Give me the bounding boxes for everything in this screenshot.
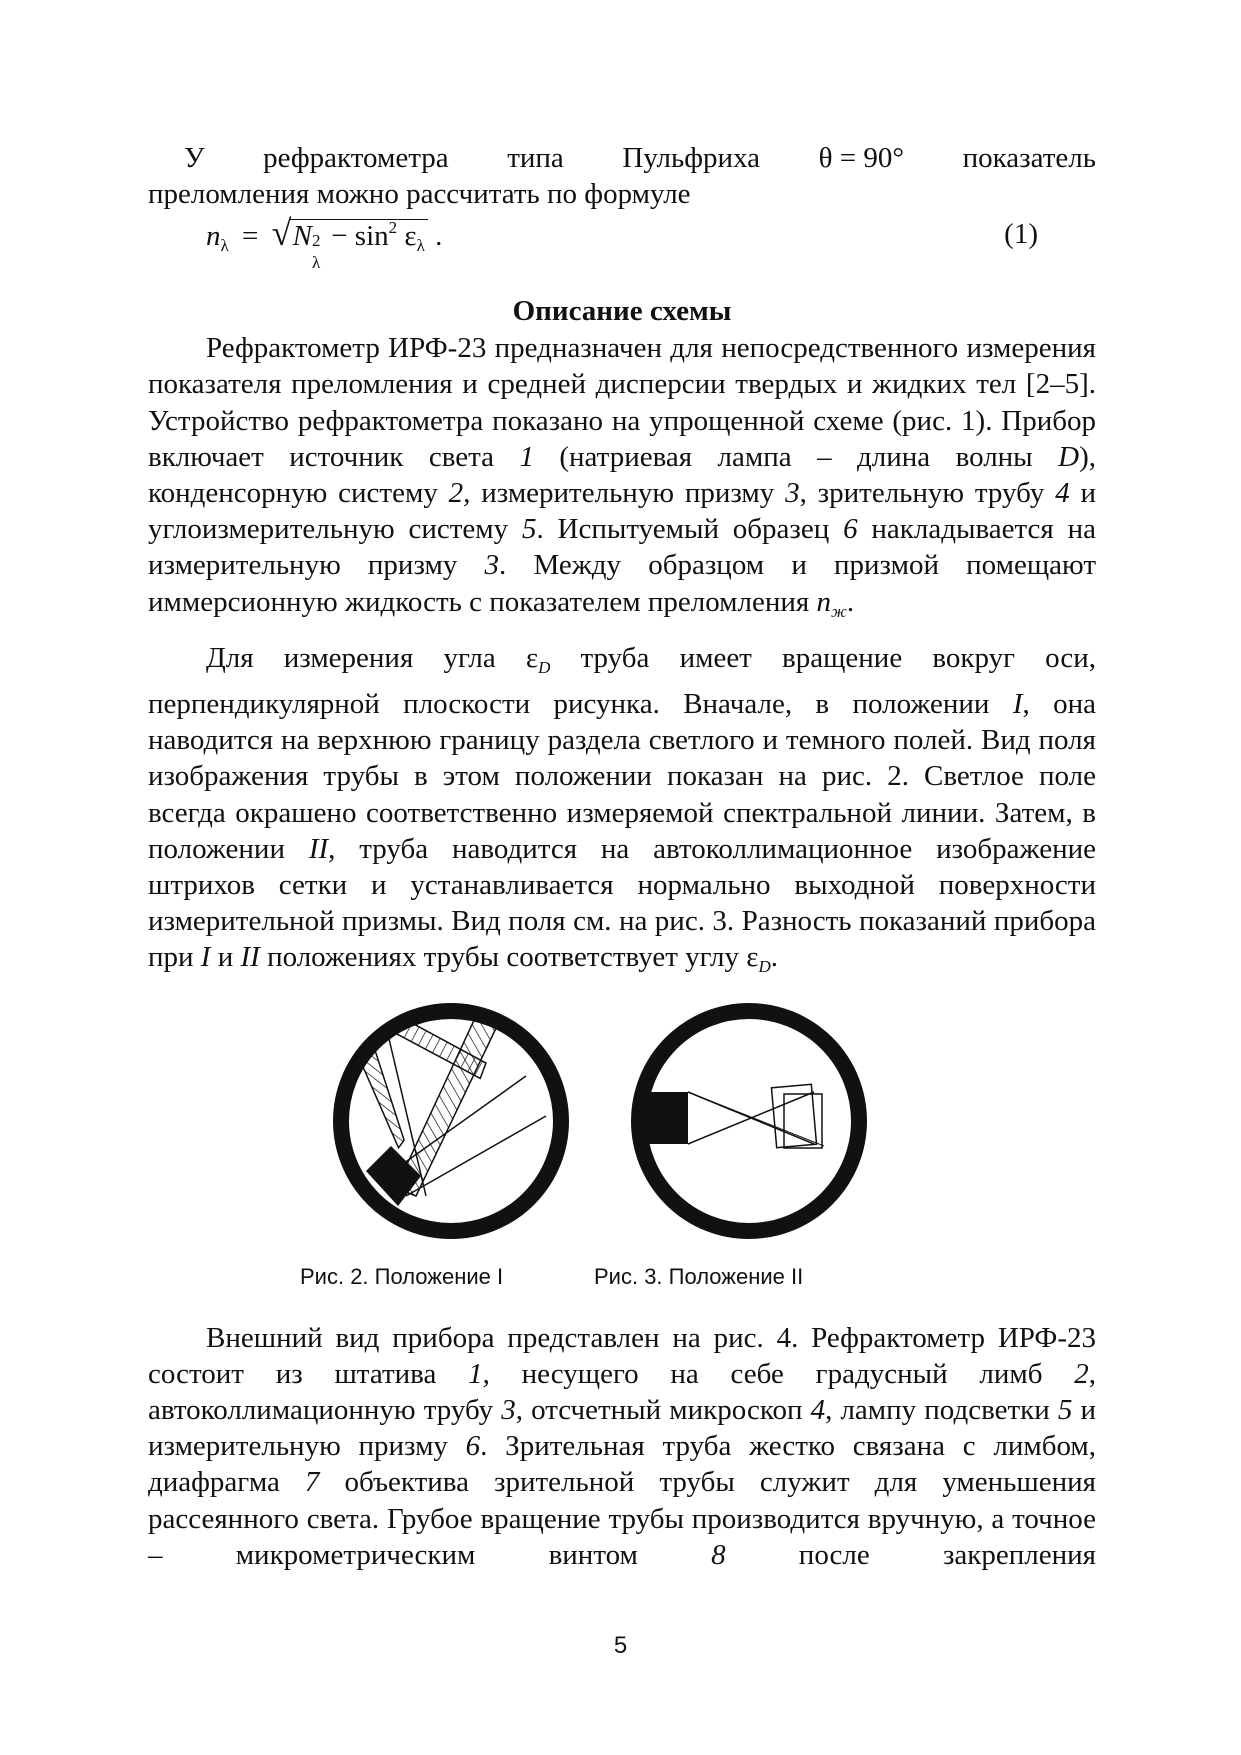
- figure-3: [624, 996, 874, 1246]
- intro-word: показатель: [962, 142, 1096, 174]
- intro-word: Пульфриха: [622, 142, 761, 174]
- intro-line1: [148, 140, 1096, 176]
- sqrt-symbol: √ N 2 λ − $\sin^2 \varepsilon_\lambda$: [272, 218, 428, 256]
- page-number: 5: [613, 1632, 628, 1659]
- formula-expression: $n_\lambda$ = √ N 2 λ − $\sin^2 \varepsilon_\lambda$ .: [206, 213, 443, 273]
- intro-word: рефрактометра: [263, 142, 449, 174]
- paragraph-2: Для измерения угла $\varepsilon_D$ труба имеет вращение вокруг оси, перпендикулярной плоскости рисунка. Вначале, в положении I, она наводится на верхнюю границу раздела светлого и темного полей. Вид поля изображения трубы в этом положении показан на рис. 2. Светлое поле всегда окрашено соответственно измеряемой спектральной линии. Затем, в положении II, труба наводится на автоколлимационное изображение штрихов сетки и устанавливается нормально выходной поверхности измерительной призмы. Вид поля см. на рис. 3. Разность показаний прибора при I и II положениях трубы соответствует углу $\varepsilon_D$.: [148, 641, 1096, 977]
- intro-word: типа: [507, 142, 564, 174]
- paragraph-3: Внешний вид прибора представлен на рис. 4. Рефрактометр ИРФ-23 состоит из штатива 1, несущего на себе градусный лимб 2, автоколлимационную трубу 3, отсчетный микроскоп 4, лампу подсветки 5 и измерительную призму 6. Зрительная труба жестко связана с лимбом, диафрагма 7 объектива зрительной трубы служит для уменьшения рассеянного света. Грубое вращение трубы производится вручную, а точное – микрометрическим винтом 8 после закрепления: [148, 1321, 1097, 1571]
- formula-1: [148, 212, 1096, 273]
- intro-word: θ = 90°: [818, 142, 904, 174]
- paragraph-1: Рефрактометр ИРФ-23 предназначен для непосредственного измерения показателя преломления и средней дисперсии твердых и жидких тел [2–5]. Устройство рефрактометра показано на упрощенной схеме (рис. 1). Прибор включает источник света 1 (натриевая лампа – длина волны D), конденсорную систему 2, измерительную призму 3, зрительную трубу 4 и углоизмерительную систему 5. Испытуемый образец 6 накладывается на измерительную призму 3. Между образцом и призмой помещают иммерсионную жидкость с показателем преломления $n_ж$.: [148, 332, 1097, 621]
- figure-3-drawing: [624, 996, 874, 1246]
- section-heading: Описание схемы: [512, 295, 732, 328]
- figure-2-drawing: [326, 996, 576, 1246]
- page-content: [148, 140, 1096, 1573]
- figure-2-caption: Рис. 2. Положение I: [300, 1263, 504, 1289]
- figure-2: [326, 996, 576, 1246]
- intro-word: У: [184, 142, 205, 174]
- intro-line2: преломления можно рассчитать по формуле: [148, 178, 691, 210]
- figures-row: [148, 996, 1096, 1306]
- formula-number: (1): [1004, 218, 1038, 251]
- figure-3-caption: Рис. 3. Положение II: [594, 1263, 804, 1289]
